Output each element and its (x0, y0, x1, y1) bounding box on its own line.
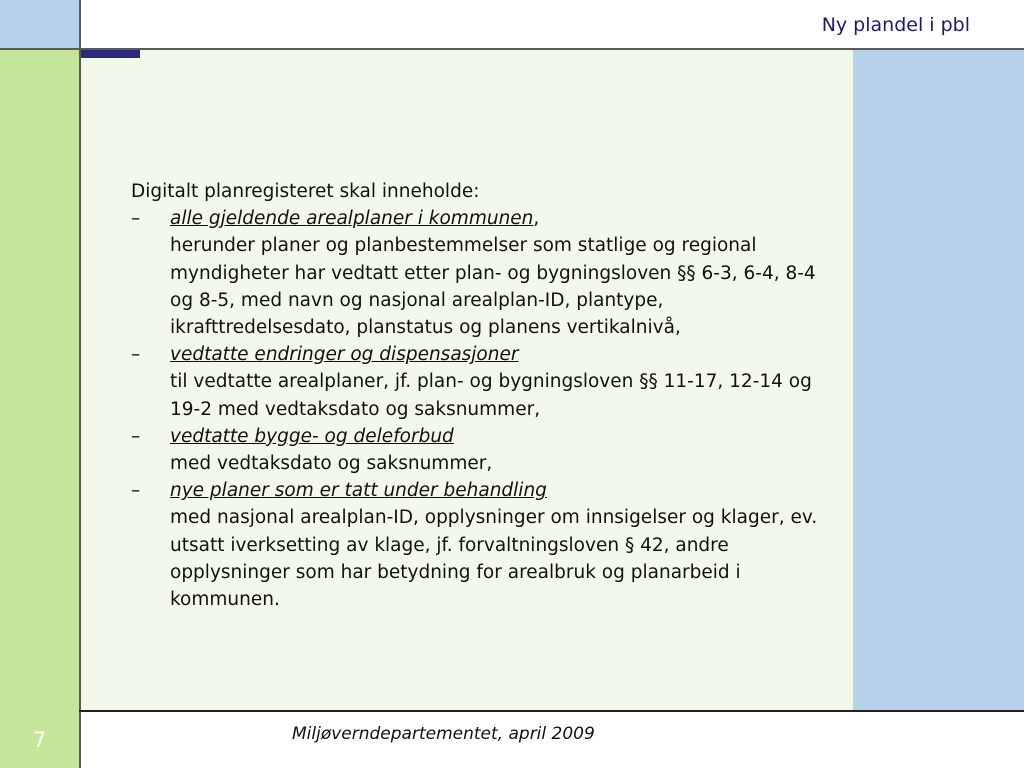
list-item (131, 423, 841, 477)
item-heading: vedtatte bygge- og deleforbud (170, 425, 454, 447)
bullet-dash: – (131, 480, 141, 502)
item-text: herunder planer og planbestemmelser som statlige og regional myndigheter har vedtatt etter plan- og bygningsloven §§ 6-3, 6-4, 8-4 og 8-5, med navn og nasjonal arealplan-ID, plantype, ikrafttredelsesdato, planstatus og planens vertikalnivå, (170, 235, 816, 339)
corner-block (0, 0, 79, 48)
page-number: 7 (32, 728, 47, 752)
slide-title: Ny plandel i pbl (821, 14, 970, 36)
bullet-dash: – (131, 208, 141, 230)
item-suffix: , (533, 208, 540, 230)
list-item (131, 341, 841, 423)
list-item (131, 477, 841, 613)
item-heading: nye planer som er tatt under behandling (170, 480, 547, 502)
vertical-divider (79, 0, 81, 768)
bullet-dash: – (131, 425, 141, 447)
item-heading: vedtatte endringer og dispensasjoner (170, 344, 519, 366)
left-green-bar (0, 50, 79, 768)
list-item (131, 205, 841, 341)
item-text: til vedtatte arealplaner, jf. plan- og bygningsloven §§ 11-17, 12-14 og 19-2 med vedtaksdato og saksnummer, (170, 371, 812, 420)
bullet-dash: – (131, 344, 141, 366)
header-divider (0, 48, 1024, 50)
slide-body (131, 178, 841, 613)
accent-bar (81, 50, 140, 58)
footer-divider (79, 710, 1024, 712)
right-blue-panel (853, 50, 1024, 710)
item-heading: alle gjeldende arealplaner i kommunen (170, 208, 534, 230)
item-text: med vedtaksdato og saksnummer, (170, 453, 493, 475)
footer-text: Miljøverndepartementet, april 2009 (292, 724, 595, 744)
intro-text: Digitalt planregisteret skal inneholde: (131, 181, 480, 202)
item-text: med nasjonal arealplan-ID, opplysninger om innsigelser og klager, ev. utsatt iverksetting av klage, jf. forvaltningsloven § 42, andre opplysninger som har betydning for arealbruk og planarbeid i kommunen. (170, 507, 818, 611)
